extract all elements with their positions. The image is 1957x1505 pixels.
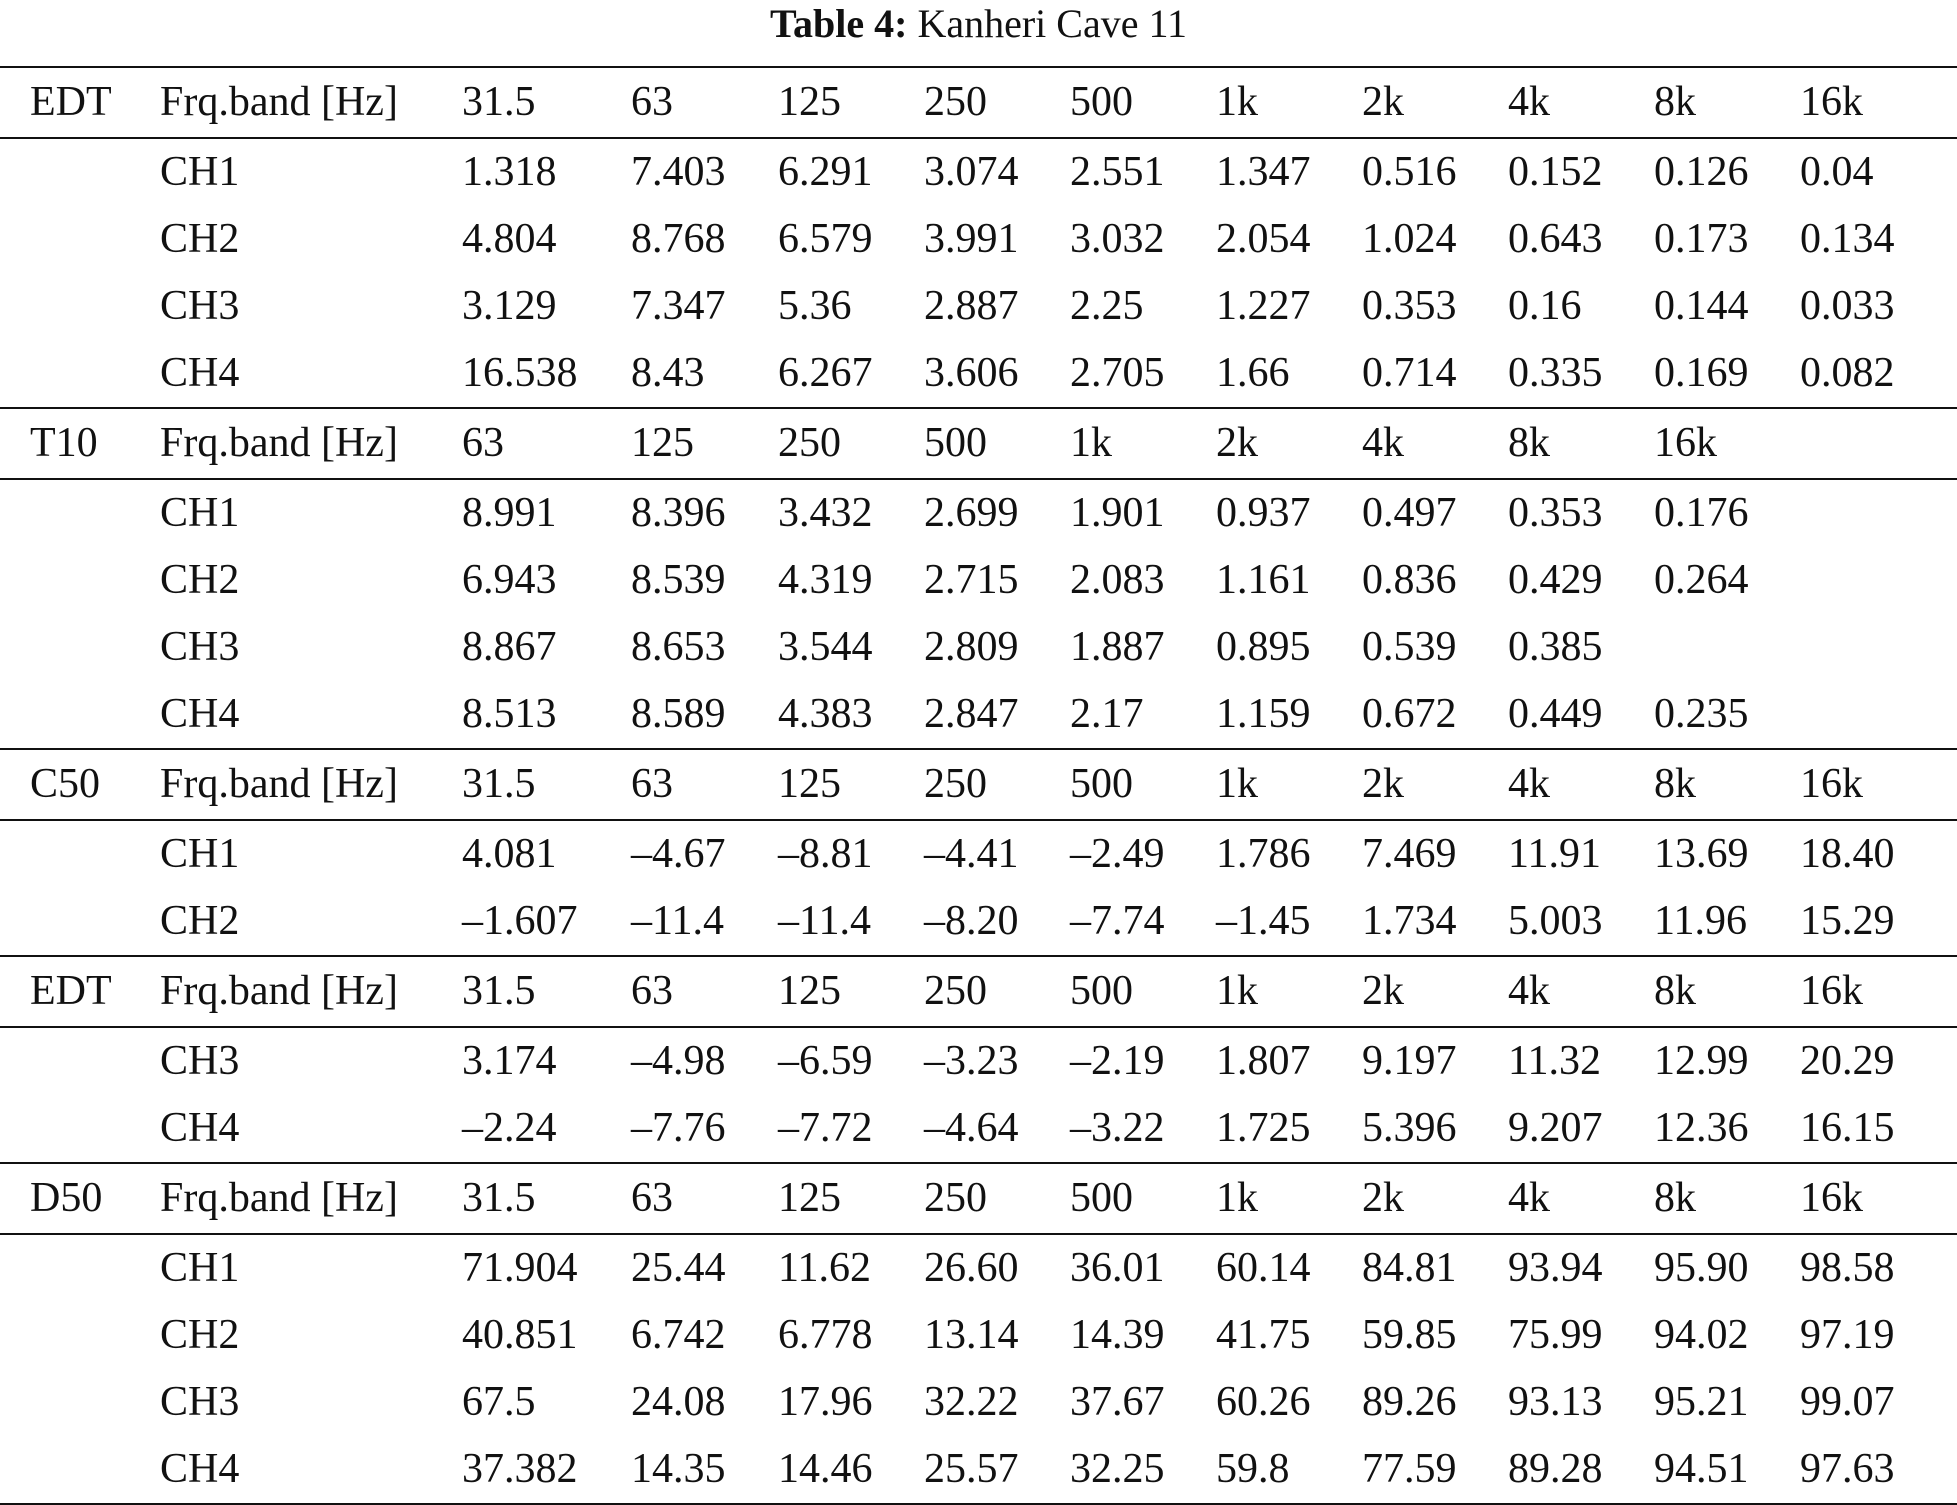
metric-cell-empty xyxy=(0,888,160,956)
frequency-band-header: 63 xyxy=(631,956,778,1027)
value-cell: 14.46 xyxy=(778,1436,924,1504)
value-cell: 6.291 xyxy=(778,149,873,195)
frequency-band-header: 500 xyxy=(1070,956,1216,1027)
frequency-band-header: 63 xyxy=(631,67,778,138)
table-row xyxy=(0,614,1957,681)
frequency-band-header: 31.5 xyxy=(462,956,631,1027)
table-row xyxy=(0,888,1957,956)
value-cell: 95.90 xyxy=(1654,1245,1749,1291)
value-cell: –2.19 xyxy=(1070,1038,1165,1084)
frequency-band-header: 500 xyxy=(1070,1163,1216,1234)
frequency-band-header: 4k xyxy=(1508,956,1654,1027)
value-cell: 0.173 xyxy=(1654,216,1749,262)
table-caption xyxy=(0,0,1957,46)
value-cell: 0.134 xyxy=(1800,216,1895,262)
value-cell: 0.169 xyxy=(1654,340,1800,408)
frequency-band-header: 31.5 xyxy=(462,749,631,820)
value-cell: 94.02 xyxy=(1654,1312,1749,1358)
value-cell: 93.13 xyxy=(1508,1379,1603,1425)
value-cell: 11.91 xyxy=(1508,831,1601,877)
value-cell: 18.40 xyxy=(1800,831,1895,877)
value-cell: 3.074 xyxy=(924,149,1019,195)
value-cell: 2.887 xyxy=(924,283,1019,329)
value-cell: 4.383 xyxy=(778,681,924,749)
value-cell: 2.699 xyxy=(924,490,1019,536)
metric-cell-empty xyxy=(0,206,160,273)
metric-cell-empty xyxy=(0,479,160,547)
channel-label: CH1 xyxy=(160,1245,240,1291)
value-cell: 13.14 xyxy=(924,1312,1019,1358)
value-cell: 12.36 xyxy=(1654,1095,1800,1163)
value-cell: 6.742 xyxy=(631,1312,726,1358)
value-cell: –2.49 xyxy=(1070,831,1165,877)
value-cell: –7.76 xyxy=(631,1095,778,1163)
value-cell: –3.23 xyxy=(924,1038,1019,1084)
value-cell: 0.033 xyxy=(1800,283,1895,329)
frequency-band-header: 8k xyxy=(1654,956,1800,1027)
table-row xyxy=(0,479,1957,547)
frequency-band-header: 500 xyxy=(924,408,1070,479)
channel-label: CH2 xyxy=(160,216,240,262)
value-cell: –1.607 xyxy=(462,888,631,956)
value-cell: 8.589 xyxy=(631,681,778,749)
metric-cell-empty xyxy=(0,138,160,206)
value-cell: 59.85 xyxy=(1362,1312,1457,1358)
frequency-band-header: 250 xyxy=(924,749,1070,820)
channel-label: CH4 xyxy=(160,340,462,408)
metric-label: EDT xyxy=(0,956,160,1027)
value-cell: –6.59 xyxy=(778,1038,873,1084)
value-cell: 0.516 xyxy=(1362,149,1457,195)
value-cell: 8.867 xyxy=(462,624,557,670)
value-cell: 0.353 xyxy=(1362,283,1457,329)
table-row xyxy=(0,1369,1957,1436)
value-cell: 40.851 xyxy=(462,1312,578,1358)
channel-label: CH4 xyxy=(160,681,462,749)
table-row xyxy=(0,340,1957,408)
value-cell: 89.28 xyxy=(1508,1436,1654,1504)
value-cell: 2.17 xyxy=(1070,681,1216,749)
value-cell: 60.26 xyxy=(1216,1379,1311,1425)
value-cell: 89.26 xyxy=(1362,1379,1457,1425)
value-cell: 0.235 xyxy=(1654,681,1800,749)
value-cell: 11.32 xyxy=(1508,1038,1601,1084)
frequency-band-header: 16k xyxy=(1800,749,1957,820)
metric-cell-empty xyxy=(0,1436,160,1504)
value-cell: 67.5 xyxy=(462,1379,536,1425)
metric-label: D50 xyxy=(0,1163,160,1234)
acoustic-parameter-table xyxy=(0,66,1957,1505)
value-cell: 94.51 xyxy=(1654,1436,1800,1504)
value-cell: 6.778 xyxy=(778,1312,873,1358)
frequency-band-header: 125 xyxy=(778,956,924,1027)
metric-cell-empty xyxy=(0,1302,160,1369)
frequency-band-header: 8k xyxy=(1654,67,1800,138)
frequency-band-label: Frq.band [Hz] xyxy=(160,67,462,138)
channel-label: CH3 xyxy=(160,1038,240,1084)
frequency-band-header: 16k xyxy=(1800,67,1957,138)
frequency-band-header: 2k xyxy=(1216,408,1362,479)
value-cell: 36.01 xyxy=(1070,1245,1165,1291)
value-cell: 3.432 xyxy=(778,490,873,536)
value-cell: 0.895 xyxy=(1216,624,1311,670)
table-row xyxy=(0,138,1957,206)
frequency-band-header: 250 xyxy=(924,956,1070,1027)
metric-cell-empty xyxy=(0,614,160,681)
value-cell: 2.715 xyxy=(924,557,1019,603)
frequency-band-header: 4k xyxy=(1508,1163,1654,1234)
value-cell: 3.174 xyxy=(462,1038,557,1084)
frequency-band-header: 8k xyxy=(1508,408,1654,479)
value-cell: 1.887 xyxy=(1070,624,1165,670)
value-cell: 59.8 xyxy=(1216,1436,1362,1504)
value-cell: 15.29 xyxy=(1800,888,1957,956)
value-cell: 0.176 xyxy=(1654,490,1749,536)
value-cell: –2.24 xyxy=(462,1095,631,1163)
value-cell: 14.35 xyxy=(631,1436,778,1504)
metric-cell-empty xyxy=(0,273,160,340)
value-cell: 97.19 xyxy=(1800,1312,1895,1358)
metric-cell-empty xyxy=(0,1234,160,1302)
value-cell: 0.429 xyxy=(1508,557,1603,603)
value-cell: 5.396 xyxy=(1362,1095,1508,1163)
frequency-band-header: 8k xyxy=(1654,1163,1800,1234)
value-cell: 5.36 xyxy=(778,283,852,329)
value-cell: 17.96 xyxy=(778,1379,873,1425)
value-cell: 14.39 xyxy=(1070,1312,1165,1358)
value-cell: 77.59 xyxy=(1362,1436,1508,1504)
frequency-band-header: 63 xyxy=(462,408,631,479)
frequency-band-header: 31.5 xyxy=(462,67,631,138)
value-cell: 26.60 xyxy=(924,1245,1019,1291)
table-caption-title: Kanheri Cave 11 xyxy=(917,1,1187,46)
table-body xyxy=(0,67,1957,1504)
value-cell: 1.66 xyxy=(1216,340,1362,408)
value-cell: –7.72 xyxy=(778,1095,924,1163)
group-header-row xyxy=(0,1163,1957,1234)
table-row xyxy=(0,1302,1957,1369)
value-cell: –1.45 xyxy=(1216,888,1362,956)
value-cell: 1.347 xyxy=(1216,149,1311,195)
frequency-band-header: 125 xyxy=(631,408,778,479)
value-cell: 3.544 xyxy=(778,624,873,670)
value-cell: 4.081 xyxy=(462,831,557,877)
value-cell: –8.81 xyxy=(778,831,873,877)
metric-cell-empty xyxy=(0,820,160,888)
value-cell: 0.497 xyxy=(1362,490,1457,536)
value-cell: 12.99 xyxy=(1654,1038,1749,1084)
value-cell: 6.267 xyxy=(778,340,924,408)
value-cell: 11.96 xyxy=(1654,888,1800,956)
value-cell: 1.318 xyxy=(462,149,557,195)
value-cell: 0.672 xyxy=(1362,681,1508,749)
value-cell: 95.21 xyxy=(1654,1379,1749,1425)
metric-cell-empty xyxy=(0,340,160,408)
frequency-band-header: 4k xyxy=(1362,408,1508,479)
value-cell: 0.126 xyxy=(1654,149,1749,195)
value-cell: –3.22 xyxy=(1070,1095,1216,1163)
value-cell: 8.539 xyxy=(631,557,726,603)
table-row xyxy=(0,1095,1957,1163)
value-cell: 2.809 xyxy=(924,624,1019,670)
value-cell: 0.353 xyxy=(1508,490,1603,536)
value-cell: 1.161 xyxy=(1216,557,1311,603)
metric-cell-empty xyxy=(0,1027,160,1095)
value-cell: 0.264 xyxy=(1654,557,1749,603)
metric-cell-empty xyxy=(0,1095,160,1163)
value-cell: 3.129 xyxy=(462,283,557,329)
metric-label: T10 xyxy=(0,408,160,479)
value-cell: 0.16 xyxy=(1508,283,1582,329)
frequency-band-header: 2k xyxy=(1362,1163,1508,1234)
frequency-band-header: 1k xyxy=(1216,956,1362,1027)
value-cell: 99.07 xyxy=(1800,1379,1895,1425)
table-caption-label: Table 4: xyxy=(770,1,908,46)
channel-label: CH2 xyxy=(160,1312,240,1358)
channel-label: CH1 xyxy=(160,831,240,877)
value-cell: 9.207 xyxy=(1508,1095,1654,1163)
value-cell: 0.082 xyxy=(1800,340,1957,408)
value-cell: 0.836 xyxy=(1362,557,1457,603)
value-cell: 6.943 xyxy=(462,557,557,603)
value-cell: 20.29 xyxy=(1800,1038,1895,1084)
value-cell: 84.81 xyxy=(1362,1245,1457,1291)
channel-label: CH3 xyxy=(160,1379,240,1425)
frequency-band-header: 63 xyxy=(631,1163,778,1234)
metric-cell-empty xyxy=(0,547,160,614)
value-cell: 7.347 xyxy=(631,283,726,329)
value-cell: 75.99 xyxy=(1508,1312,1603,1358)
value-cell: 60.14 xyxy=(1216,1245,1311,1291)
frequency-band-header: 250 xyxy=(924,1163,1070,1234)
value-cell: 0.152 xyxy=(1508,149,1603,195)
frequency-band-header: 500 xyxy=(1070,67,1216,138)
frequency-band-header: 250 xyxy=(924,67,1070,138)
value-cell: 1.901 xyxy=(1070,490,1165,536)
table-row xyxy=(0,681,1957,749)
value-cell: 16.538 xyxy=(462,340,631,408)
value-cell: 0.539 xyxy=(1362,624,1457,670)
channel-label: CH4 xyxy=(160,1436,462,1504)
value-cell: 13.69 xyxy=(1654,831,1749,877)
value-cell: 8.396 xyxy=(631,490,726,536)
value-cell: 93.94 xyxy=(1508,1245,1603,1291)
frequency-band-header: 1k xyxy=(1216,67,1362,138)
value-cell: –11.4 xyxy=(778,888,924,956)
value-cell: 25.57 xyxy=(924,1436,1070,1504)
value-cell: 24.08 xyxy=(631,1379,726,1425)
value-cell: –8.20 xyxy=(924,888,1070,956)
frequency-band-label: Frq.band [Hz] xyxy=(160,956,462,1027)
frequency-band-header: 4k xyxy=(1508,749,1654,820)
value-cell: 41.75 xyxy=(1216,1312,1311,1358)
value-cell: 1.024 xyxy=(1362,216,1457,262)
frequency-band-header: 63 xyxy=(631,749,778,820)
frequency-band-header: 125 xyxy=(778,67,924,138)
value-cell: 2.25 xyxy=(1070,283,1144,329)
value-cell: 0.714 xyxy=(1362,340,1508,408)
value-cell: 9.197 xyxy=(1362,1038,1457,1084)
value-cell: 3.606 xyxy=(924,340,1070,408)
value-cell: 7.403 xyxy=(631,149,726,195)
frequency-band-header xyxy=(1800,408,1957,479)
table-row xyxy=(0,1027,1957,1095)
group-header-row xyxy=(0,408,1957,479)
value-cell xyxy=(1800,614,1957,681)
frequency-band-header: 125 xyxy=(778,749,924,820)
channel-label: CH2 xyxy=(160,888,462,956)
value-cell: 5.003 xyxy=(1508,888,1654,956)
value-cell: 32.25 xyxy=(1070,1436,1216,1504)
frequency-band-label: Frq.band [Hz] xyxy=(160,408,462,479)
group-header-row xyxy=(0,749,1957,820)
frequency-band-header: 2k xyxy=(1362,956,1508,1027)
value-cell: 25.44 xyxy=(631,1245,726,1291)
value-cell: 2.847 xyxy=(924,681,1070,749)
value-cell xyxy=(1800,479,1957,547)
value-cell: 1.734 xyxy=(1362,888,1508,956)
value-cell: 3.991 xyxy=(924,216,1019,262)
value-cell: 16.15 xyxy=(1800,1095,1957,1163)
value-cell: 0.937 xyxy=(1216,490,1311,536)
frequency-band-header: 125 xyxy=(778,1163,924,1234)
value-cell: 1.227 xyxy=(1216,283,1311,329)
value-cell: 4.804 xyxy=(462,216,557,262)
value-cell: 8.991 xyxy=(462,490,557,536)
frequency-band-header: 31.5 xyxy=(462,1163,631,1234)
table-row xyxy=(0,820,1957,888)
frequency-band-header: 1k xyxy=(1216,1163,1362,1234)
channel-label: CH4 xyxy=(160,1095,462,1163)
value-cell xyxy=(1800,547,1957,614)
group-header-row xyxy=(0,67,1957,138)
metric-label: C50 xyxy=(0,749,160,820)
frequency-band-header: 1k xyxy=(1216,749,1362,820)
value-cell: 0.385 xyxy=(1508,624,1603,670)
metric-cell-empty xyxy=(0,1369,160,1436)
frequency-band-header: 1k xyxy=(1070,408,1216,479)
value-cell: 8.513 xyxy=(462,681,631,749)
group-header-row xyxy=(0,956,1957,1027)
value-cell: –11.4 xyxy=(631,888,778,956)
frequency-band-header: 2k xyxy=(1362,67,1508,138)
value-cell: 1.786 xyxy=(1216,831,1311,877)
value-cell: 1.807 xyxy=(1216,1038,1311,1084)
value-cell: 37.382 xyxy=(462,1436,631,1504)
value-cell: 11.62 xyxy=(778,1245,871,1291)
value-cell: 2.551 xyxy=(1070,149,1165,195)
value-cell: 32.22 xyxy=(924,1379,1019,1425)
frequency-band-header: 500 xyxy=(1070,749,1216,820)
value-cell: 0.449 xyxy=(1508,681,1654,749)
value-cell: 8.653 xyxy=(631,624,726,670)
metric-cell-empty xyxy=(0,681,160,749)
value-cell: 2.705 xyxy=(1070,340,1216,408)
value-cell xyxy=(1800,681,1957,749)
value-cell: –7.74 xyxy=(1070,888,1216,956)
channel-label: CH3 xyxy=(160,624,240,670)
value-cell: 4.319 xyxy=(778,557,873,603)
value-cell: 3.032 xyxy=(1070,216,1165,262)
value-cell: 0.04 xyxy=(1800,149,1874,195)
channel-label: CH1 xyxy=(160,149,240,195)
channel-label: CH2 xyxy=(160,557,240,603)
value-cell: 1.725 xyxy=(1216,1095,1362,1163)
table-row xyxy=(0,273,1957,340)
value-cell: –4.98 xyxy=(631,1038,726,1084)
value-cell: 98.58 xyxy=(1800,1245,1895,1291)
value-cell: 8.43 xyxy=(631,340,778,408)
value-cell: –4.41 xyxy=(924,831,1019,877)
value-cell: 6.579 xyxy=(778,216,873,262)
channel-label: CH1 xyxy=(160,490,240,536)
value-cell: 37.67 xyxy=(1070,1379,1165,1425)
value-cell: 0.335 xyxy=(1508,340,1654,408)
table-row xyxy=(0,1234,1957,1302)
frequency-band-header: 16k xyxy=(1800,1163,1957,1234)
value-cell xyxy=(1654,614,1800,681)
table-row xyxy=(0,1436,1957,1504)
value-cell: 8.768 xyxy=(631,216,726,262)
frequency-band-label: Frq.band [Hz] xyxy=(160,749,462,820)
frequency-band-header: 2k xyxy=(1362,749,1508,820)
frequency-band-header: 4k xyxy=(1508,67,1654,138)
value-cell: 1.159 xyxy=(1216,681,1362,749)
value-cell: 2.083 xyxy=(1070,557,1165,603)
frequency-band-header: 8k xyxy=(1654,749,1800,820)
frequency-band-label: Frq.band [Hz] xyxy=(160,1163,462,1234)
frequency-band-header: 250 xyxy=(778,408,924,479)
value-cell: 97.63 xyxy=(1800,1436,1957,1504)
value-cell: –4.67 xyxy=(631,831,726,877)
frequency-band-header: 16k xyxy=(1654,408,1800,479)
value-cell: 0.643 xyxy=(1508,216,1603,262)
value-cell: –4.64 xyxy=(924,1095,1070,1163)
table-row xyxy=(0,547,1957,614)
channel-label: CH3 xyxy=(160,283,240,329)
value-cell: 0.144 xyxy=(1654,283,1749,329)
table-row xyxy=(0,206,1957,273)
frequency-band-header: 16k xyxy=(1800,956,1957,1027)
value-cell: 71.904 xyxy=(462,1245,578,1291)
value-cell: 7.469 xyxy=(1362,831,1457,877)
metric-label: EDT xyxy=(0,67,160,138)
value-cell: 2.054 xyxy=(1216,216,1311,262)
